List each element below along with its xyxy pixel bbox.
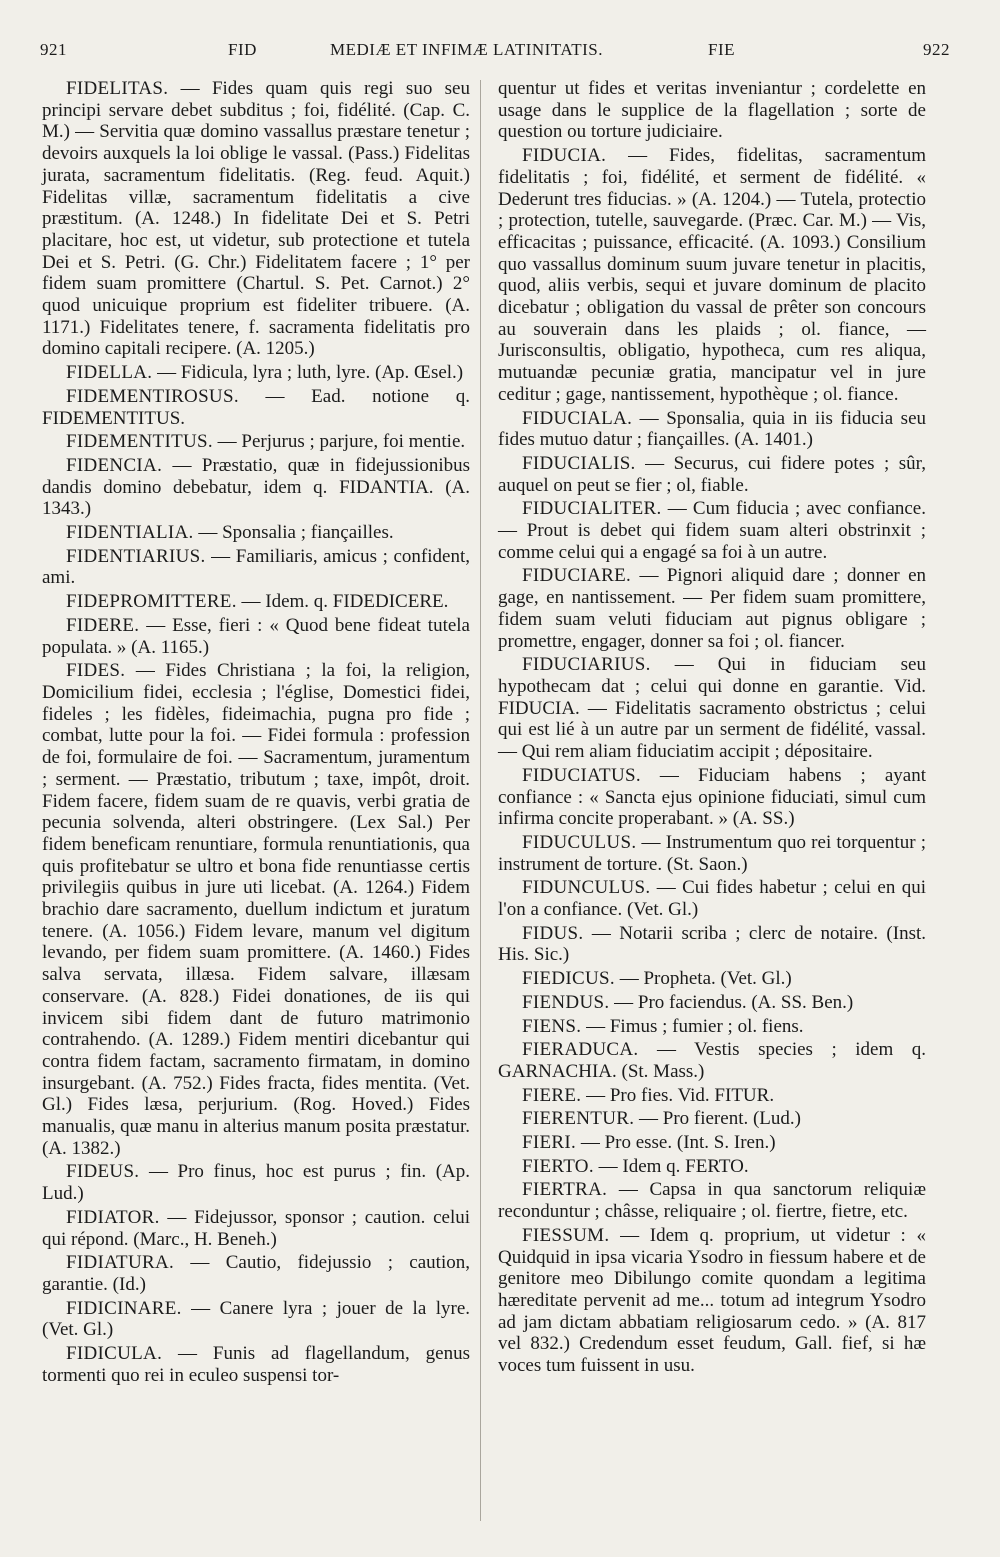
entry-headword: FIESSUM.	[522, 1224, 610, 1246]
entry-definition: — Instrumentum quo rei torquentur ; instrument de torture. (St. Saon.)	[498, 831, 926, 875]
running-title: MEDIÆ ET INFIMÆ LATINITATIS.	[330, 40, 603, 59]
entry-definition: — Perjurus ; parjure, foi mentie.	[212, 431, 466, 453]
dictionary-entry	[42, 546, 470, 589]
entry-definition: — Idem. q. FIDEDICERE.	[236, 591, 449, 613]
entry-definition: — Pro fierent. (Lud.)	[634, 1108, 801, 1130]
page-number-right: 922	[923, 40, 950, 59]
entry-definition: — Pro faciendus. (A. SS. Ben.)	[609, 991, 854, 1013]
dictionary-entry	[42, 1161, 470, 1204]
dictionary-entry	[498, 453, 926, 496]
entry-definition: — Fidejussor, sponsor ; caution. celui qui répond. (Marc., H. Beneh.)	[42, 1206, 470, 1250]
entry-headword: FIDUCIARE.	[522, 565, 632, 587]
entry-definition: — Securus, cui fidere potes ; sûr, auquel on peut se fier ; ol, fiable.	[498, 452, 926, 496]
entry-definition: — Sponsalia ; fiançailles.	[193, 522, 394, 544]
entry-definition: — Ead. notione q. FIDEMENTITUS.	[42, 385, 470, 429]
entry-definition: — Fiduciam habens ; ayant confiance : « Sancta ejus opinione fiduciati, simul cum infirma concite properabant. » (A. SS.)	[498, 764, 926, 830]
dictionary-entry	[498, 498, 926, 563]
dictionary-entry	[498, 992, 926, 1014]
entry-headword: FIDENTIARIUS.	[66, 545, 206, 567]
entry-definition: — Fides quam quis regi suo seu principi servare debet subditus ; foi, fidélité. (Cap. C. M.) — Servitia quæ domino vassallus præstare tenetur ; devoirs auxquels la loi oblige le vassal. (Pass.) Fidelitas jurata, sacramentum fidelitatis. (Reg. feud. Aquit.) Fidelitas villæ, sacramentum fidelitatis a cive præstitum. (A. 1248.) In fidelitate Dei et S. Petri placitare, hoc est, ut videtur, sub protectione et tutela Dei et S. Petri. (G. Chr.) Fidelitatem facere ; 1° per fidem suam promittere (Chartul. S. Pet. Carnot.) 2° quod unicuique proprium est fideliter tribuere. (A. 1171.) Fidelitates tenere, f. sacramenta fidelitatis pro domino capitali recipere. (A. 1205.)	[42, 78, 470, 360]
entry-definition: — Propheta. (Vet. Gl.)	[614, 968, 792, 990]
entry-headword: FIDUCIA.	[522, 145, 607, 167]
entry-headword: FIDIATOR.	[66, 1206, 160, 1228]
entry-definition: — Funis ad flagellandum, genus tormenti quo rei in eculeo suspensi tor-	[42, 1343, 470, 1386]
entry-headword: FIDEMENTIROSUS.	[66, 385, 239, 407]
dictionary-entry	[498, 923, 926, 966]
entry-definition: — Cui fides habetur ; celui en qui l'on a confiance. (Vet. Gl.)	[498, 877, 926, 921]
entry-headword: FIDUCIATUS.	[522, 764, 641, 786]
entry-definition: — Vestis species ; idem q. GARNACHIA. (St. Mass.)	[498, 1039, 926, 1082]
dictionary-entry	[42, 660, 470, 1159]
guide-word-right: FIE	[708, 40, 735, 59]
dictionary-entry	[42, 1298, 470, 1341]
entry-definition: — Pro finus, hoc est purus ; fin. (Ap. Lud.)	[42, 1161, 470, 1205]
dictionary-entry	[498, 1085, 926, 1107]
entry-headword: FIENS.	[522, 1015, 582, 1037]
entry-headword: FIDIATURA.	[66, 1252, 175, 1274]
entry-headword: FIDEMENTITUS.	[66, 431, 213, 453]
dictionary-entry	[498, 968, 926, 990]
dictionary-entry	[498, 78, 926, 143]
entry-headword: FIDERE.	[66, 614, 140, 636]
entry-definition: quentur ut fides et veritas inveniantur ; cordelette en usage dans le supplice de la flagellation ; sorte de question ou torture judiciaire.	[498, 78, 926, 143]
entry-headword: FIDICULA.	[66, 1343, 163, 1365]
entry-headword: FIDENCIA.	[66, 454, 163, 476]
entry-definition: — Fimus ; fumier ; ol. fiens.	[581, 1015, 804, 1037]
entry-definition: — Canere lyra ; jouer de la lyre. (Vet. Gl.)	[42, 1297, 470, 1341]
entry-headword: FIDUNCULUS.	[522, 877, 651, 899]
entry-definition: — Fides, fidelitas, sacramentum fidelitatis ; foi, fidélité, et serment de fidélité. « Dederunt tres fiducias. » (A. 1204.) — Tutela, protectio ; protection, tutelle, sauvegarde. (Præc. Car. M.) — Vis, efficacitas ; puissance, efficacité. (A. 1093.) Consilium quo vassallus dominum suum juvare tenetur in placitis, quod, aliis verbis, sequi et juvare dominum de placito dicebatur ; obligation du vassal de prêter son concours au souverain dans les plaids ; ol. fiance, — Jurisconsultis, obligatio, hypotheca, cum res aliqua, mutuandæ pecuniæ gratia, mancipatur vel in jure ceditur ; gage, nantissement, hypothèque ; ol. fiance.	[498, 145, 926, 405]
dictionary-entry	[42, 522, 470, 544]
entry-definition: — Familiaris, amicus ; confident, ami.	[42, 545, 470, 589]
entry-headword: FIDICINARE.	[66, 1297, 182, 1319]
entry-headword: FIDUCIALITER.	[522, 498, 662, 520]
dictionary-entry	[498, 1225, 926, 1377]
guide-word-left: FID	[228, 40, 257, 59]
entry-definition: — Idem q. proprium, ut videtur : « Quidquid in ipsa vicaria Ysodro in fiessum habere et de genitore meo Dibilungo comite quondam a legitima hæreditate pervenit ad me... totum ad integrum Ysodro ad jam dictam abbatiam religiosarum cedo. » (A. 817 vel 832.) Credendum esset feudum, Gall. fief, si hæ voces tum fuissent in usu.	[498, 1224, 926, 1377]
left-column	[42, 78, 470, 1388]
dictionary-entry	[42, 1343, 470, 1386]
dictionary-entry	[498, 1156, 926, 1178]
entry-headword: FIDEPROMITTERE.	[66, 591, 237, 613]
entry-definition: — Esse, fieri : « Quod bene fideat tutela populata. » (A. 1165.)	[42, 614, 470, 658]
entry-definition: — Capsa in qua sanctorum reliquiæ reconduntur ; châsse, reliquaire ; ol. fiertre, fietre, etc.	[498, 1179, 926, 1223]
entry-headword: FIERI.	[522, 1132, 577, 1154]
entry-definition: — Sponsalia, quia in iis fiducia seu fides mutuo datur ; fiançailles. (A. 1401.)	[498, 407, 926, 451]
entry-definition: — Fidicula, lyra ; luth, lyre. (Ap. Œsel.)	[152, 362, 464, 384]
entry-headword: FIERADUCA.	[522, 1039, 639, 1061]
dictionary-entry	[498, 1016, 926, 1038]
entry-headword: FIEDICUS.	[522, 968, 615, 990]
entry-definition: — Præstatio, quæ in fidejussionibus dandis domino debebatur, idem q. FIDANTIA. (A. 1343.)	[42, 454, 470, 520]
entry-headword: FIDES.	[66, 660, 126, 682]
dictionary-entry	[42, 455, 470, 520]
dictionary-entry	[498, 145, 926, 405]
column-divider	[480, 80, 481, 1521]
dictionary-entry	[498, 654, 926, 763]
entry-headword: FIDENTIALIA.	[66, 522, 194, 544]
entry-headword: FIDUS.	[522, 922, 584, 944]
entry-definition: — Cum fiducia ; avec confiance. — Prout is debet qui fidem suam alteri obstrinxit ; comme celui qui a engagé sa foi à un autre.	[498, 498, 926, 563]
entry-headword: FIDUCIALA.	[522, 407, 633, 429]
page-number-left: 921	[40, 40, 67, 59]
entry-definition: — Notarii scriba ; clerc de notaire. (Inst. His. Sic.)	[498, 922, 926, 966]
entry-headword: FIERTO.	[522, 1155, 594, 1177]
entry-definition: — Pignori aliquid dare ; donner en gage, en nantissement. — Per fidem suam promittere, fidem suam veluti fiduciam aut pignus obligare ; promettre, engager, donner sa foi ; ol. fiancer.	[498, 565, 926, 652]
entry-definition: — Pro fies. Vid. FITUR.	[581, 1084, 775, 1106]
dictionary-entry	[42, 78, 470, 360]
entry-headword: FIDUCIARIUS.	[522, 654, 651, 676]
dictionary-entry	[498, 1179, 926, 1222]
entry-headword: FIERENTUR.	[522, 1108, 635, 1130]
running-header	[40, 40, 950, 70]
entry-definition: — Qui in fiduciam seu hypothecam dat ; celui qui donne en garantie. Vid. FIDUCIA. — Fidelitatis sacramento obstrictus ; celui qui est lié à un autre par un serment de fidélité, vassal. — Qui rem aliam fiduciatim accipit ; dépositaire.	[498, 654, 926, 763]
dictionary-entry	[498, 1039, 926, 1082]
dictionary-entry	[498, 877, 926, 920]
dictionary-entry	[42, 1207, 470, 1250]
dictionary-entry	[42, 591, 470, 613]
right-column	[498, 78, 926, 1379]
dictionary-entry	[498, 832, 926, 875]
entry-headword: FIDUCULUS.	[522, 831, 637, 853]
entry-definition: — Fides Christiana ; la foi, la religion, Domicilium fidei, ecclesia ; l'église, Domestici fidei, fideles ; les fidèles, fideimachia, pugna pro fide ; combat, lutte pour la foi. — Fidei formula : profession de foi, formulaire de foi. — Sacramentum, juramentum ; serment. — Præstatio, tributum ; taxe, impôt, droit. Fidem facere, fidem suam de re quavis, verbi gratia de pecunia solvenda, alteri obstringere. (Lex Sal.) Per fidem beneficam renuntiare, formula renuntiationis, qua quis profitebatur se ultro et bona fide renuntiasse certis privilegiis quibus in jure uti licebat. (A. 1264.) Fidem brachio dare sacramento, duellum indictum et juratum tenere. (A. 1056.) Fidem levare, manum vel digitum levando, per fidem suam promittere. (A. 1460.) Fides salva servata, illæsa. Fidem salvare, illæsam conservare. (A. 828.) Fidei donationes, de iis qui invicem sibi fidem dant de futuro matrimonio contrahendo. (A. 1289.) Fidem mentiri dicebantur qui contra fidem factam, sacramento firmatam, in domino insurgebant. (A. 752.) Fides fracta, fides mentita. (Vet. Gl.) Fides læsa, perjurium. (Rog. Hoved.) Fides manualis, quæ manu in alterius manum posita præstatur. (A. 1382.)	[42, 660, 470, 1159]
entry-headword: FIERTRA.	[522, 1179, 608, 1201]
entry-definition: — Idem q. FERTO.	[593, 1155, 749, 1177]
entry-headword: FIDELITAS.	[66, 78, 169, 99]
dictionary-entry	[42, 431, 470, 453]
dictionary-entry	[42, 1252, 470, 1295]
dictionary-entry	[498, 1108, 926, 1130]
entry-headword: FIERE.	[522, 1084, 582, 1106]
dictionary-entry	[498, 408, 926, 451]
entry-definition: — Pro esse. (Int. S. Iren.)	[576, 1132, 776, 1154]
dictionary-entry	[42, 362, 470, 384]
dictionary-entry	[498, 765, 926, 830]
dictionary-entry	[498, 565, 926, 652]
dictionary-entry	[498, 1132, 926, 1154]
entry-headword: FIDEUS.	[66, 1161, 140, 1183]
dictionary-entry	[42, 615, 470, 658]
entry-headword: FIDUCIALIS.	[522, 452, 636, 474]
dictionary-entry	[42, 386, 470, 429]
entry-definition: — Cautio, fidejussio ; caution, garantie. (Id.)	[42, 1252, 470, 1295]
entry-headword: FIDELLA.	[66, 362, 153, 384]
entry-headword: FIENDUS.	[522, 991, 610, 1013]
